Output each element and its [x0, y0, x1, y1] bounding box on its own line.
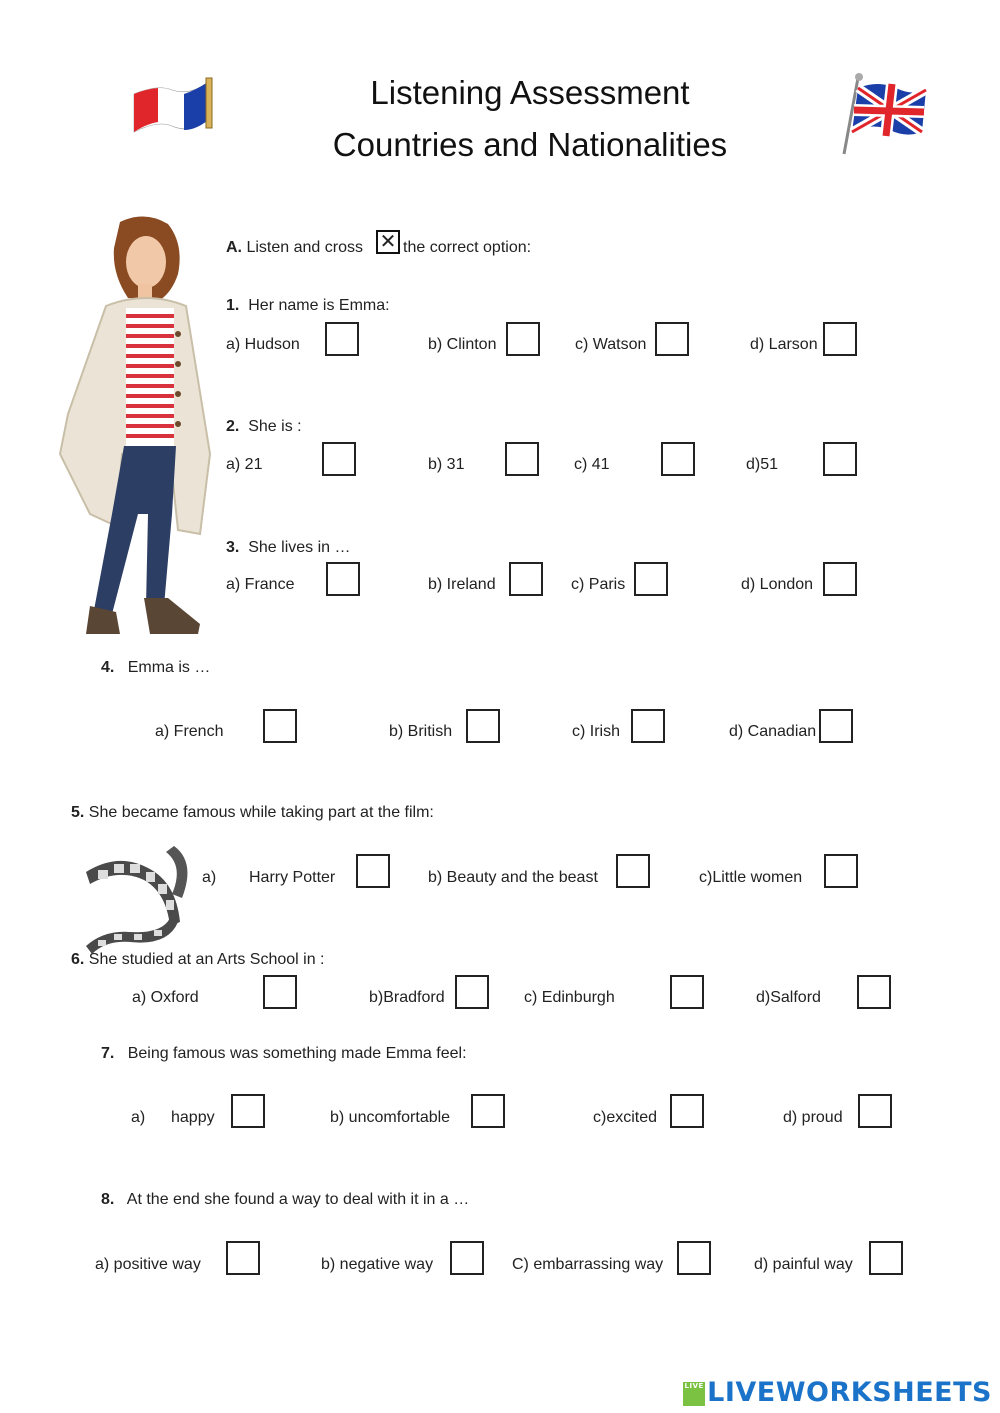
answer-checkbox[interactable] — [857, 975, 891, 1009]
question-number: 1. — [226, 297, 240, 314]
film-reel-icon — [78, 842, 196, 958]
option-label: d) Larson — [750, 336, 818, 353]
question-7 — [101, 1045, 467, 1063]
page-title: Listening Assessment — [370, 74, 690, 111]
question-text: She is : — [248, 418, 302, 435]
page-subtitle: Countries and Nationalities — [332, 126, 728, 163]
option-label: d)51 — [746, 456, 779, 473]
answer-checkbox[interactable] — [263, 709, 297, 743]
logo-badge: LIVE — [683, 1382, 705, 1406]
answer-checkbox[interactable] — [455, 975, 489, 1009]
option-label: b) Clinton — [428, 336, 497, 353]
answer-checkbox[interactable] — [824, 854, 858, 888]
question-text: She became famous while taking part at the film: — [88, 804, 434, 821]
answer-checkbox[interactable] — [616, 854, 650, 888]
option-label: b) uncomfortable — [330, 1109, 451, 1126]
option-label: b) Ireland — [428, 576, 496, 593]
question-text: Her name is Emma: — [248, 297, 390, 314]
option-label: a) France — [226, 576, 295, 593]
answer-checkbox[interactable] — [655, 322, 689, 356]
option-label: a) Oxford — [132, 989, 199, 1006]
option-label: b) negative way — [321, 1256, 434, 1273]
question-text: At the end she found a way to deal with it in a … — [126, 1191, 470, 1208]
option-label: happy — [171, 1109, 215, 1126]
answer-checkbox[interactable] — [471, 1094, 505, 1128]
option-label: a) — [131, 1109, 146, 1126]
answer-checkbox[interactable] — [231, 1094, 265, 1128]
question-number: 8. — [101, 1191, 115, 1208]
answer-checkbox[interactable] — [670, 975, 704, 1009]
answer-checkbox[interactable] — [823, 562, 857, 596]
option-label: d) painful way — [754, 1256, 853, 1273]
option-label: d) London — [741, 576, 814, 593]
option-label: c) Edinburgh — [524, 989, 615, 1006]
answer-checkbox[interactable] — [677, 1241, 711, 1275]
option-label: b) Beauty and the beast — [428, 869, 598, 886]
question-1 — [226, 297, 390, 315]
answer-checkbox[interactable] — [450, 1241, 484, 1275]
option-label: b) 31 — [428, 456, 465, 473]
option-label: C) embarrassing way — [512, 1256, 664, 1273]
instruction-text-after: the correct option: — [403, 239, 532, 256]
answer-checkbox[interactable] — [661, 442, 695, 476]
france-flag — [128, 74, 218, 136]
option-label: a) positive way — [95, 1256, 201, 1273]
section-a-instruction — [226, 239, 363, 257]
answer-checkbox[interactable] — [326, 562, 360, 596]
answer-checkbox[interactable] — [505, 442, 539, 476]
question-3 — [226, 539, 351, 557]
question-number: 3. — [226, 539, 240, 556]
option-label: a) French — [155, 723, 224, 740]
answer-checkbox[interactable] — [869, 1241, 903, 1275]
option-label: Harry Potter — [249, 869, 336, 886]
option-label: d)Salford — [756, 989, 821, 1006]
option-label: d) Canadian — [729, 723, 817, 740]
answer-checkbox[interactable] — [322, 442, 356, 476]
option-label: a) 21 — [226, 456, 263, 473]
question-4 — [101, 659, 210, 677]
option-label: c) Irish — [572, 723, 620, 740]
option-label: a) Hudson — [226, 336, 300, 353]
option-label: b) British — [389, 723, 453, 740]
question-number: 7. — [101, 1045, 115, 1062]
answer-checkbox[interactable] — [858, 1094, 892, 1128]
question-text: She lives in … — [248, 539, 351, 556]
option-label: b)Bradford — [369, 989, 445, 1006]
answer-checkbox[interactable] — [631, 709, 665, 743]
question-number: 5. — [71, 804, 85, 821]
option-label: c) 41 — [574, 456, 610, 473]
option-label: c) Watson — [575, 336, 647, 353]
option-label: c)Little women — [699, 869, 803, 886]
question-text: Being famous was something made Emma feel: — [127, 1045, 467, 1062]
liveworksheets-logo — [683, 1377, 992, 1408]
question-5 — [71, 804, 434, 822]
example-crossed-box: ✕ — [376, 230, 400, 254]
option-label: c) Paris — [571, 576, 626, 593]
uk-flag — [838, 72, 930, 158]
question-text: She studied at an Arts School in : — [88, 951, 325, 968]
option-label: c)excited — [593, 1109, 658, 1126]
question-number: 2. — [226, 418, 240, 435]
answer-checkbox[interactable] — [506, 322, 540, 356]
answer-checkbox[interactable] — [819, 709, 853, 743]
option-label: a) — [202, 869, 217, 886]
answer-checkbox[interactable] — [466, 709, 500, 743]
question-text: Emma is … — [127, 659, 211, 676]
answer-checkbox[interactable] — [670, 1094, 704, 1128]
answer-checkbox[interactable] — [226, 1241, 260, 1275]
student-photo — [50, 214, 220, 636]
question-8 — [101, 1191, 469, 1209]
section-label: A. — [226, 239, 242, 256]
answer-checkbox[interactable] — [325, 322, 359, 356]
instruction-text-before: Listen and cross — [246, 239, 363, 256]
logo-text: LIVEWORKSHEETS — [707, 1377, 992, 1408]
question-number: 6. — [71, 951, 85, 968]
answer-checkbox[interactable] — [823, 322, 857, 356]
answer-checkbox[interactable] — [263, 975, 297, 1009]
answer-checkbox[interactable] — [823, 442, 857, 476]
answer-checkbox[interactable] — [509, 562, 543, 596]
question-2 — [226, 418, 302, 436]
answer-checkbox[interactable] — [356, 854, 390, 888]
question-6 — [71, 951, 325, 969]
option-label: d) proud — [783, 1109, 843, 1126]
answer-checkbox[interactable] — [634, 562, 668, 596]
question-number: 4. — [101, 659, 115, 676]
